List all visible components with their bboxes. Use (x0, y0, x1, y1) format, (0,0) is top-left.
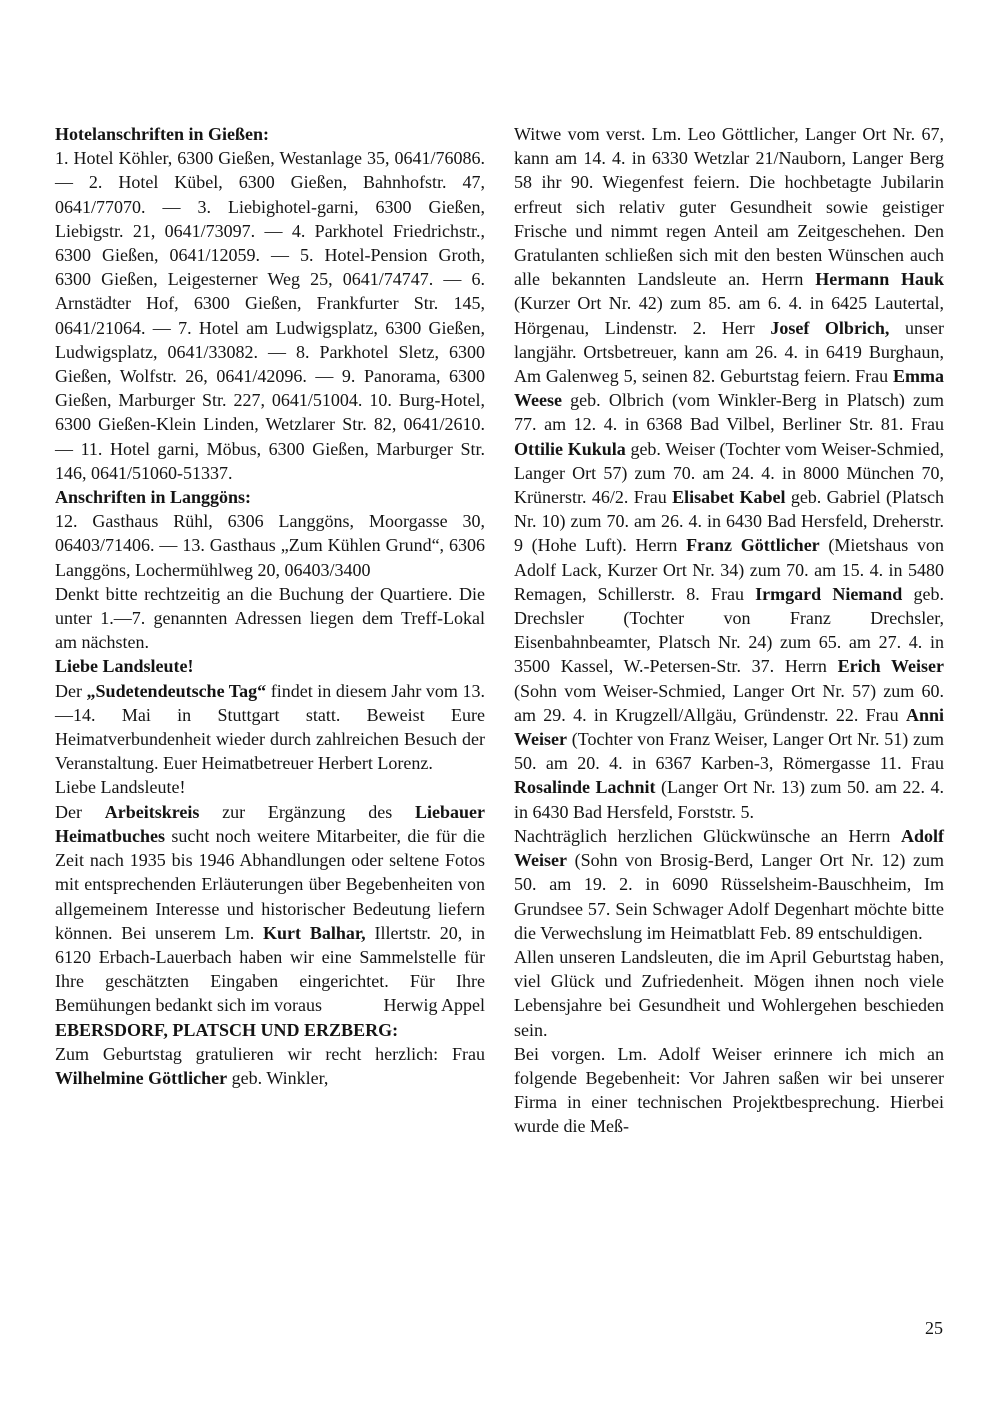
bold-text-run: Rosalinde Lachnit (514, 777, 656, 798)
bold-text-run: Erich Weiser (837, 656, 944, 677)
paragraph (55, 775, 485, 799)
section-heading (55, 1018, 485, 1042)
text-run: Allen unseren Landsleuten, die im April Geburtstag haben, viel Glück und Zufriedenheit. Mögen ihnen noch viele Lebensjahre bei Gesundheit und Wohlergehen beschieden sein. (514, 946, 944, 1040)
bold-text-run: Josef Olbrich, (770, 317, 890, 338)
text-run: (Mietshaus von Adolf Lack, Kurzer Ort Nr. 34) zum 70. am 15. 4. in 5480 Remagen, Schillerstr. 8. Frau (514, 535, 944, 604)
bold-text-run: Franz Göttlicher (686, 535, 820, 556)
bold-text-run: Arbeitskreis (104, 801, 200, 822)
paragraph (514, 122, 944, 824)
text-run: unser langjähr. Ortsbetreuer, kann am 26. 4. in 6419 Burghaun, Am Galenweg 5, seinen 82. Geburtstag feiern. Frau (514, 317, 944, 387)
paragraph (514, 1042, 944, 1139)
right-column (514, 122, 944, 1139)
section-heading (55, 654, 485, 678)
bold-text-run: Hermann Hauk (815, 269, 944, 290)
bold-text-run: Anni Weiser (514, 704, 944, 750)
left-column (55, 122, 485, 1139)
bold-text-run: Kurt Balhar, (263, 922, 366, 943)
paragraph (514, 824, 944, 945)
bold-text-run: „Sudetendeutsche Tag“ (86, 680, 267, 701)
text-run: Der (55, 801, 105, 822)
text-run: (Sohn vom Weiser-Schmied, Langer Ort Nr. 57) zum 60. am 29. 4. in Krugzell/Allgäu, Gründenstr. 22. Frau (514, 680, 944, 725)
text-run: Bei vorgen. Lm. Adolf Weiser erinnere ich mich an folgende Begebenheit: Vor Jahren saßen wir bei unserer Firma in einer technischen Projektbesprechung. Hierbei wurde die Meß- (514, 1043, 944, 1137)
text-run: zur Ergänzung des (199, 801, 416, 822)
text-run: Zum Geburtstag gratulieren wir recht herzlich: Frau (55, 1043, 485, 1064)
paragraph (514, 945, 944, 1042)
page-number: 25 (925, 1318, 943, 1338)
text-run: Witwe vom verst. Lm. Leo Göttlicher, Langer Ort Nr. 67, kann am 14. 4. in 6330 Wetzlar 21/Nauborn, Langer Berg 58 ihr 90. Wiegenfest feiern. Die hochbetagte Jubilarin erfreut sich relativ guter Gesundheit sowie geistiger Frische und nimmt regen Anteil am Zeitgeschehen. Den Gratulanten schließen sich mit den besten Wünschen auch alle bekannten Landsleute an. Herrn (514, 124, 944, 290)
text-run: geb. Drechsler (Tochter von Franz Drechsler, Eisenbahnbeamter, Platsch Nr. 24) zum 65. am 27. 4. in 3500 Kassel, W.-Petersen-Str. 37. Herrn (514, 583, 944, 677)
bold-text-run: Hotelanschriften in Gießen: (55, 124, 269, 144)
paragraph (55, 1042, 485, 1090)
text-run: Illertstr. 20, in 6120 Erbach-Lauerbach haben wir eine Sammelstelle für Ihre geschätzten Eingaben eingerichtet. Für Ihre Bemühungen bedankt sich im voraus (55, 922, 485, 1016)
text-run: Der (55, 680, 87, 701)
text-run: Liebe Landsleute! (55, 777, 186, 798)
text-run: Nachträglich herzlichen Glückwünsche an Herrn (514, 825, 901, 846)
bold-text-run: Liebauer Heimatbuches (55, 801, 486, 846)
text-run: Herwig Appel (383, 995, 485, 1016)
bold-text-run: Anschriften in Langgöns: (55, 487, 252, 508)
text-run: geb. Weiser (Tochter vom Weiser-Schmied, Langer Ort 57) zum 70. am 24. 4. in 8000 München 70, Krünerstr. 46/2. Frau (514, 438, 944, 508)
text-run: findet in diesem Jahr vom 13.—14. Mai in Stuttgart statt. Beweist Eure Heimatverbundenheit wieder durch zahlreichen Besuch der Veranstaltung. Euer Heimatbetreuer Herbert Lorenz. (55, 680, 485, 774)
text-run: geb. Olbrich (vom Winkler-Berg in Platsch) zum 77. am 12. 4. in 6368 Bad Vilbel, Berliner Str. 81. Frau (514, 390, 944, 435)
bold-text-run: Irmgard Niemand (755, 583, 903, 604)
bold-text-run: Elisabet Kabel (672, 487, 786, 508)
paragraph (55, 800, 485, 1018)
page-content (55, 122, 945, 1139)
text-run: (Langer Ort Nr. 13) zum 50. am 22. 4. in 6430 Bad Hersfeld, Forststr. 5. (514, 777, 945, 822)
text-run: geb. Winkler, (227, 1067, 329, 1088)
bold-text-run: Adolf Weiser (514, 825, 944, 871)
bold-text-run: Wilhelmine Göttlicher (55, 1067, 228, 1088)
paragraph (55, 582, 485, 655)
section-heading (55, 485, 485, 509)
paragraph (55, 679, 485, 776)
paragraph (55, 146, 485, 485)
bold-text-run: Liebe Landsleute! (55, 656, 194, 677)
text-run: geb. Gabriel (Platsch Nr. 10) zum 70. am 26. 4. in 6430 Bad Hersfeld, Dreherstr. 9 (Hohe Luft). Herrn (514, 487, 944, 556)
bold-text-run: Ottilie Kukula (514, 438, 626, 459)
paragraph (55, 509, 485, 582)
text-run: (Kurzer Ort Nr. 42) zum 85. am 6. 4. in 6425 Lautertal, Hörgenau, Lindenstr. 2. Herr (514, 293, 944, 338)
bold-text-run: EBERSDORF, PLATSCH UND ERZBERG: (55, 1019, 399, 1040)
text-run: 12. Gasthaus Rühl, 6306 Langgöns, Moorgasse 30, 06403/71406. — 13. Gasthaus „Zum Kühlen Grund“, 6306 Langgöns, Lochermühlweg 20, 06403/3400 (55, 511, 485, 580)
text-run: (Tochter von Franz Weiser, Langer Ort Nr. 51) zum 50. am 20. 4. in 6367 Karben-3, Römergasse 11. Frau (514, 729, 944, 774)
section-heading (55, 122, 485, 146)
text-run: sucht noch weitere Mitarbeiter, die für die Zeit nach 1935 bis 1946 Abhandlungen oder seltene Fotos mit entsprechenden Erläuterungen über Begebenheiten von allgemeinem Interesse und historischer Bedeutung liefern können. Bei unserem Lm. (55, 825, 485, 943)
bold-text-run: Emma Weese (514, 366, 944, 411)
text-run: Denkt bitte rechtzeitig an die Buchung der Quartiere. Die unter 1.—7. genannten Adressen liegen dem Treff-Lokal am nächsten. (55, 583, 485, 653)
text-run: 1. Hotel Köhler, 6300 Gießen, Westanlage 35, 0641/76086. — 2. Hotel Kübel, 6300 Gießen, Bahnhofstr. 47, 0641/77070. — 3. Liebighotel-garni, 6300 Gießen, Liebigstr. 21, 0641/73097. — 4. Parkhotel Friedrichstr., 6300 Gießen, 0641/12059. — 5. Hotel-Pension Groth, 6300 Gießen, Leigesterner Weg 25, 0641/74747. — 6. Arnstädter Hof, 6300 Gießen, Frankfurter Str. 145, 0641/21064. — 7. Hotel am Ludwigsplatz, 6300 Gießen, Ludwigsplatz, 0641/33082. — 8. Parkhotel Sletz, 6300 Gießen, Wolfstr. 26, 0641/42096. — 9. Panorama, 6300 Gießen, Marburger Str. 227, 0641/51004. 10. Burg-Hotel, 6300 Gießen-Klein Linden, Wetzlarer Str. 82, 0641/2610. — 11. Hotel garni, Möbus, 6300 Gießen, Marburger Str. 146, 0641/51060-51337. (55, 148, 485, 483)
text-run: (Sohn von Brosig-Berd, Langer Ort Nr. 12) zum 50. am 19. 2. in 6090 Rüsselsheim-Bauschheim, Im Grundsee 57. Sein Schwager Adolf Degenhart möchte bitte die Verwechslung im Heimatblatt Feb. 89 entschuldigen. (514, 850, 944, 943)
